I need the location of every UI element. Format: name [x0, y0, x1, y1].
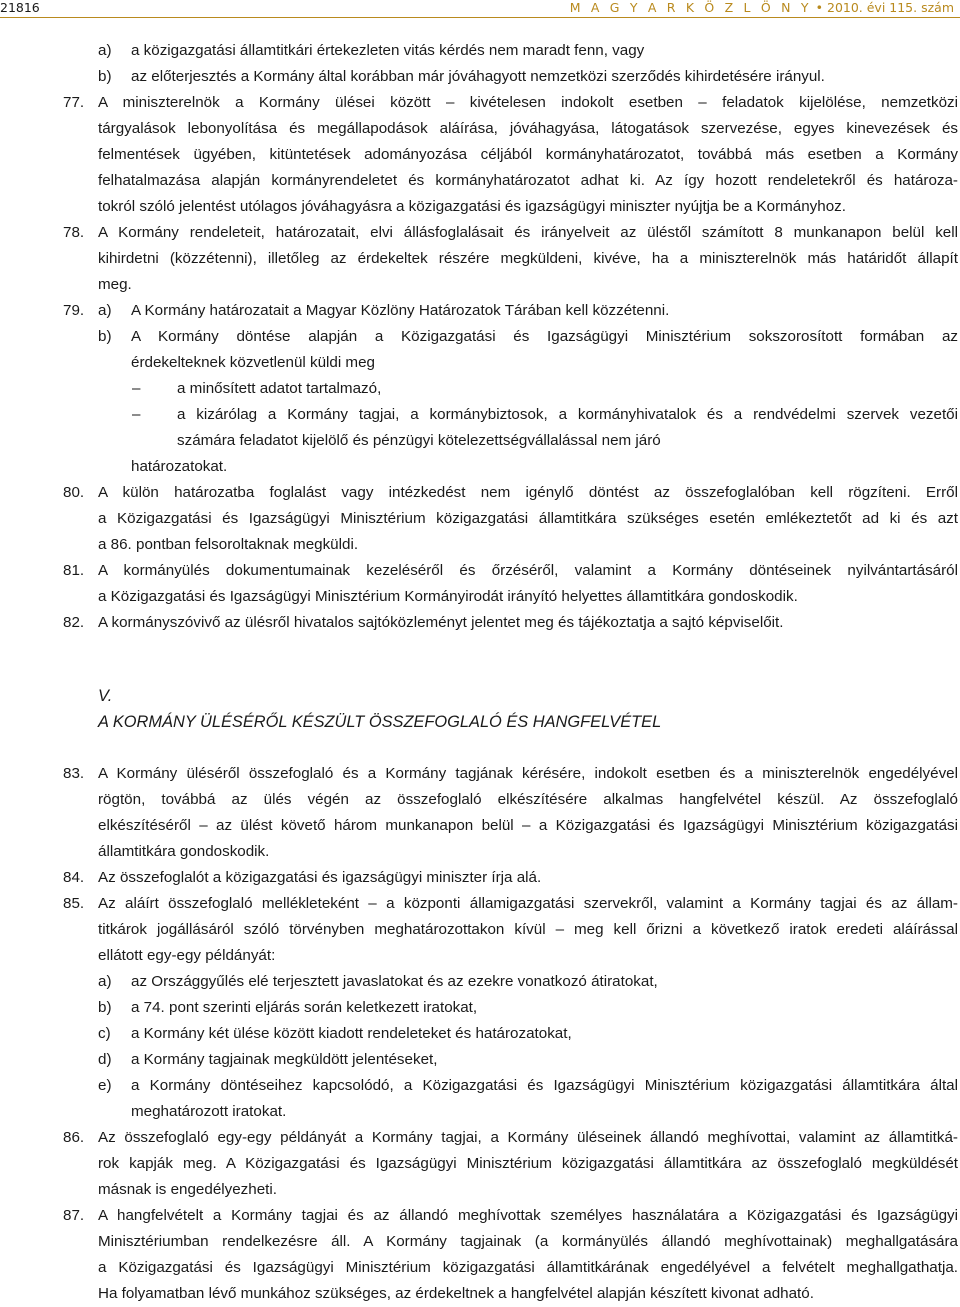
text-line: felhatalmazása alapján kormányrendeletet és kormányhatározatot adhat ki. Az így hozott rendeletekről és határoza- [98, 172, 958, 189]
paragraph-number: 85. [63, 895, 85, 912]
journal-name: M A G Y A R K Ö Z L Ö N Y [569, 0, 812, 15]
paragraph-78 [63, 220, 958, 298]
paragraph-77 [63, 90, 958, 220]
subitem-text: a Kormány két ülése között kiadott rendeleteket és határozatokat, [131, 1025, 572, 1042]
text-line: A Kormány üléséről összefoglaló és a Kormány tagjának kérésére, indokolt esetben és a miniszterelnök engedélyével [98, 765, 958, 782]
text-line: Az összefoglalót a közigazgatási és igazságügyi miniszter írja alá. [98, 869, 542, 886]
subitem-b [98, 64, 958, 90]
paragraph-number: 83. [63, 765, 85, 782]
paragraph-80 [63, 480, 958, 558]
journal-title [570, 0, 954, 15]
subitem-label: a) [98, 973, 112, 990]
text-line: A Kormány rendeleteit, határozatait, elvi állásfoglalásait és irányelveit az üléstől számított 8 munkanapon belül kell [98, 224, 958, 241]
text-line: felmentések ügyében, kitüntetések adományozása céljából kormányhatározatot, továbbá más esetben a Kormány [98, 146, 958, 163]
text-line: elkészítéséről – az ülést követő három munkanapon belül – a Közigazgatási és Igazságügyi Minisztérium közigazgatási [98, 817, 958, 834]
paragraph-86 [63, 1125, 958, 1203]
text-line: államtitkára gondoskodik. [98, 843, 270, 860]
page-header [0, 0, 960, 18]
subitem-d [98, 1047, 958, 1073]
header-rule [0, 17, 960, 18]
dash-item [98, 376, 958, 402]
paragraph-number: 78. [63, 224, 85, 241]
paragraph-number: 84. [63, 869, 85, 886]
text-line: A miniszterelnök a Kormány ülései között – kivételesen indokolt esetben – feladatok kijelölése, nemzetközi [98, 94, 958, 111]
subitem-c [98, 1021, 958, 1047]
text-line: meg. [98, 276, 132, 293]
paragraph-number: 81. [63, 562, 85, 579]
paragraph-number: 87. [63, 1207, 85, 1224]
subitem-text: A Kormány határozatait a Magyar Közlöny Határozatok Tárában kell közzétenni. [131, 302, 670, 319]
subitem-text: a 74. pont szerinti eljárás során keletkezett iratokat, [131, 999, 478, 1016]
text-line: kihirdetni (közzétenni), illetőleg az érdekeltek részére megküldeni, kivéve, ha a miniszterelnök más határidőt állapít [98, 250, 958, 267]
section-heading [63, 683, 958, 735]
text-line: másnak is engedélyezheti. [98, 1181, 277, 1198]
subitem-label: a) [98, 42, 112, 59]
section-title: A KORMÁNY ÜLÉSÉRŐL KÉSZÜLT ÖSSZEFOGLALÓ ÉS HANGFELVÉTEL [98, 713, 662, 731]
subitem-label: b) [98, 328, 112, 345]
paragraph-number: 77. [63, 94, 85, 111]
subitem-a [98, 969, 958, 995]
text-line: érdekelteknek közvetlenül küldi meg [131, 354, 375, 371]
paragraph-number: 80. [63, 484, 85, 501]
text-line: A kormányülés dokumentumainak kezeléséről és őrzéséről, valamint a Kormány döntéseinek nyilvántartásáról [98, 562, 958, 579]
subitem-tail: határozatokat. [131, 458, 228, 475]
document-body [63, 38, 958, 1307]
paragraph-79 [63, 298, 958, 480]
paragraph-number: 82. [63, 614, 85, 631]
text-line: meghatározott iratokat. [131, 1103, 287, 1120]
paragraph-82 [63, 610, 958, 636]
paragraph-83 [63, 761, 958, 865]
text-line: Ha folyamatban lévő munkához szükséges, az érdekeltnek a hangfelvétel alapján készített kivonat adható. [98, 1285, 814, 1302]
text-line: rok kapják meg. A Közigazgatási és Igazságügyi Minisztérium közigazgatási államtitkára az összefoglaló megküldését [98, 1155, 958, 1172]
subitem-label: b) [98, 68, 112, 85]
issue-number: • 2010. évi 115. szám [815, 0, 954, 15]
text-line: Minisztériumban rendelkezésre áll. A Kormány tagjainak (a kormányülés állandó meghívottainak) meghallgatására [98, 1233, 958, 1250]
dash-text: a minősített adatot tartalmazó, [177, 380, 382, 397]
subitem-text: a közigazgatási államtitkári értekezleten vitás kérdés nem maradt fenn, vagy [131, 42, 645, 59]
text-line: A hangfelvételt a Kormány tagjai és az állandó meghívottak személyes használatára a Közigazgatási és Igazságügyi [98, 1207, 958, 1224]
text-line: titkárok jogállásáról szóló törvényben meghatározottakon kívül – meg kell őrizni a következő iratok eredeti aláírással [98, 921, 958, 938]
text-line: ellátott egy-egy példányát: [98, 947, 276, 964]
dash-mark: – [132, 380, 141, 397]
text-line: a Közigazgatási és Igazságügyi Minisztérium közigazgatási államtitkára szükséges esetén emlékeztetőt ad ki és azt [98, 510, 958, 527]
section-number: V. [98, 687, 113, 705]
subitem-label: b) [98, 999, 112, 1016]
paragraph-number: 79. [63, 302, 85, 319]
subitem-text: a Kormány tagjainak megküldött jelentéseket, [131, 1051, 438, 1068]
text-line: A Kormány döntése alapján a Közigazgatási és Igazságügyi Minisztérium sokszorosított formában az [131, 328, 958, 345]
dash-item [98, 402, 958, 454]
text-line: a Kormány döntéseihez kapcsolódó, a Közigazgatási és Igazságügyi Minisztérium közigazgatási államtitkára által [131, 1077, 958, 1094]
text-line: Az összefoglaló egy-egy példányát a Kormány tagjai, a Kormány üléseinek állandó meghívottai, valamint az államtitká- [98, 1129, 958, 1146]
item-76-continuation [63, 38, 958, 90]
text-line: rögtön, továbbá az ülés végén az összefoglaló elkészítésére alkalmas hangfelvétel készül. Az összefoglaló [98, 791, 958, 808]
text-line: tokról szóló jelentést utólagos jóváhagyásra a közigazgatási és igazságügyi miniszter nyújtja be a Kormányhoz. [98, 198, 846, 215]
subitem-a [98, 38, 958, 64]
text-line: tárgyalások lebonyolítása és megállapodások aláírása, jóváhagyása, látogatások szervezése, egyes kinevezések és [98, 120, 958, 137]
text-line: a 86. pontban felsoroltaknak megküldi. [98, 536, 359, 553]
text-line: a Közigazgatási és Igazságügyi Minisztérium közigazgatási államtitkárának engedélyével a felvételt meghallgathatja. [98, 1259, 958, 1276]
subitem-b [98, 324, 958, 480]
subitem-text: az előterjesztés a Kormány által korábban már jóváhagyott nemzetközi szerződés kihirdetésére irányul. [131, 68, 825, 85]
subitem-label: d) [98, 1051, 112, 1068]
page-number: 21816 [0, 0, 40, 15]
dash-text: számára feladatot kijelölő és pénzügyi kötelezettségvállalással nem járó [177, 432, 661, 449]
dash-text: a kizárólag a Kormány tagjai, a kormánybiztosok, a kormányhivatalok és a rendvédelmi szervek vezetői [177, 406, 958, 423]
text-line: A külön határozatba foglalást vagy intézkedést nem igénylő döntést az összefoglalóban kell rögzíteni. Erről [98, 484, 958, 501]
text-line: Az aláírt összefoglaló mellékleteként – a központi államigazgatási szervekről, valamint a Kormány tagjai és az állam- [98, 895, 958, 912]
subitem-e [98, 1073, 958, 1125]
subitem-a [98, 298, 958, 324]
paragraph-84 [63, 865, 958, 891]
dash-mark: – [132, 406, 141, 423]
subitem-label: a) [98, 302, 112, 319]
text-line: a Közigazgatási és Igazságügyi Minisztérium Kormányirodát irányító helyettes államtitkára gondoskodik. [98, 588, 798, 605]
paragraph-81 [63, 558, 958, 610]
paragraph-85 [63, 891, 958, 1125]
paragraph-number: 86. [63, 1129, 85, 1146]
subitem-b [98, 995, 958, 1021]
subitem-label: c) [98, 1025, 111, 1042]
paragraph-87 [63, 1203, 958, 1307]
text-line: A kormányszóvivő az ülésről hivatalos sajtóközleményt jelentet meg és tájékoztatja a sajtó képviselőit. [98, 614, 784, 631]
subitem-label: e) [98, 1077, 112, 1094]
subitem-text: az Országgyűlés elé terjesztett javaslatokat és az ezekre vonatkozó átiratokat, [131, 973, 658, 990]
